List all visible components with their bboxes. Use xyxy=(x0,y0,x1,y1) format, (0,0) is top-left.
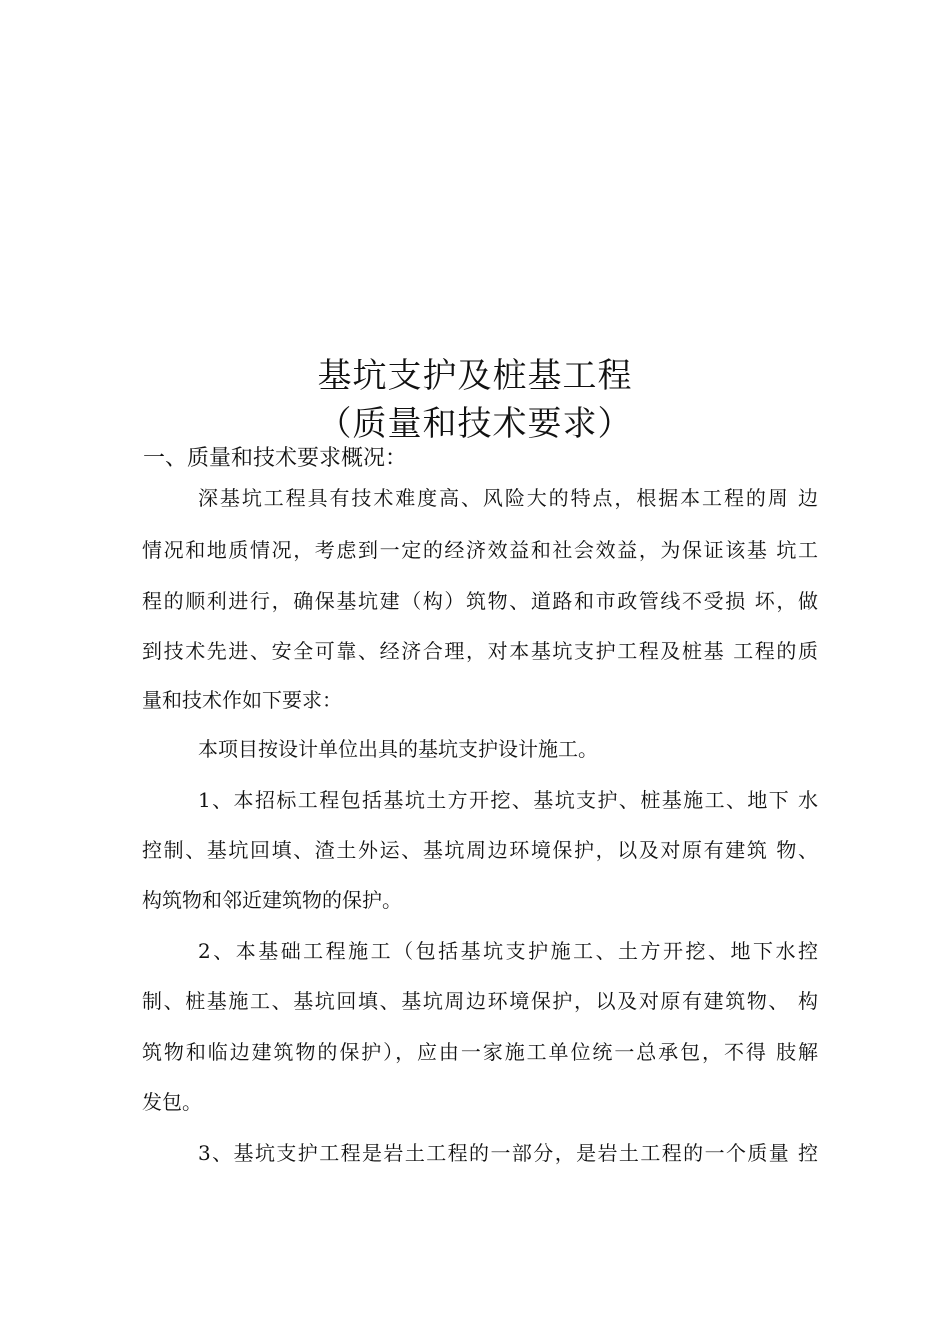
document-title: 基坑支护及桩基工程 xyxy=(317,356,633,396)
list-item-line: 制、桩基施工、基坑回填、基坑周边环境保护，以及对原有建筑物、 构 xyxy=(142,989,818,1013)
list-item-line: 2、本基础工程施工（包括基坑支护施工、土方开挖、地下水控 xyxy=(198,939,818,963)
paragraph-line: 本项目按设计单位出具的基坑支护设计施工。 xyxy=(198,737,598,761)
list-item-line: 1、本招标工程包括基坑土方开挖、基坑支护、桩基施工、地下 水 xyxy=(198,788,818,812)
list-item-line: 控制、基坑回填、渣土外运、基坑周边环境保护，以及对原有建筑 物、 xyxy=(142,838,818,862)
paragraph-line: 量和技术作如下要求： xyxy=(142,688,342,712)
list-item-line: 筑物和临边建筑物的保护），应由一家施工单位统一总承包，不得 肢解 xyxy=(142,1040,818,1064)
list-item-line: 构筑物和邻近建筑物的保护。 xyxy=(142,888,402,912)
list-item-line: 3、基坑支护工程是岩土工程的一部分，是岩土工程的一个质量 控 xyxy=(198,1141,818,1165)
paragraph-line: 情况和地质情况，考虑到一定的经济效益和社会效益，为保证该基 坑工 xyxy=(142,538,818,562)
paragraph-line: 到技术先进、安全可靠、经济合理，对本基坑支护工程及桩基 工程的质 xyxy=(142,639,818,663)
list-item-line: 发包。 xyxy=(142,1090,202,1114)
document-subtitle: （质量和技术要求） xyxy=(317,404,633,444)
paragraph-line: 程的顺利进行，确保基坑建（构）筑物、道路和市政管线不受损 坏，做 xyxy=(142,589,818,613)
paragraph-line: 深基坑工程具有技术难度高、风险大的特点，根据本工程的周 边 xyxy=(198,486,818,510)
section-heading: 一、质量和技术要求概况： xyxy=(143,446,408,471)
